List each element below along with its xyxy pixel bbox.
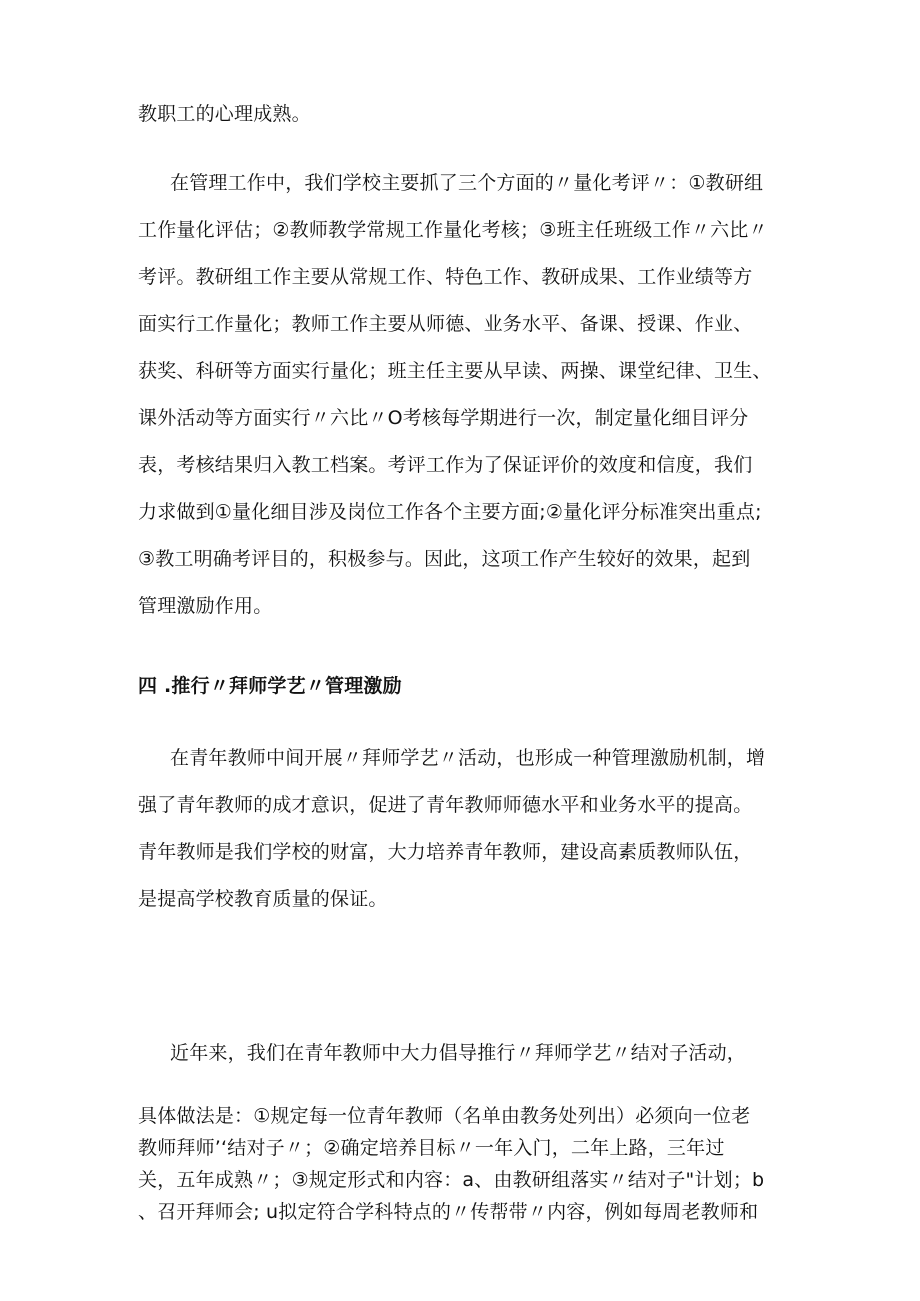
paragraph-line: 力求做到①量化细目涉及岗位工作各个主要方面;②量化评分标准突出重点;	[138, 501, 762, 523]
paragraph-line: 表，考核结果归入教工档案。考评工作为了保证评价的效度和信度，我们	[138, 454, 753, 476]
paragraph-line: 获奖、科研等方面实行量化；班主任主要从早读、两操、课堂纪律、卫生、	[138, 360, 772, 382]
paragraph-line: 在管理工作中，我们学校主要抓了三个方面的〃量化考评〃：①教研组	[170, 172, 764, 194]
paragraph-line: 青年教师是我们学校的财富，大力培养青年教师，建设高素质教师队伍，	[138, 841, 753, 863]
paragraph-line: 强了青年教师的成才意识，促进了青年教师师德水平和业务水平的提高。	[138, 794, 753, 816]
paragraph-line: 是提高学校教育质量的保证。	[138, 888, 388, 910]
paragraph-line: 工作量化评估；②教师教学常规工作量化考核；③班主任班级工作〃六比〃	[138, 219, 768, 241]
paragraph-line: 关，五年成熟〃；③规定形式和内容：a、由教研组落实〃结对子"计划；b	[138, 1169, 765, 1191]
paragraph-line: 管理激励作用。	[138, 595, 273, 617]
paragraph-line: 近年来，我们在青年教师中大力倡导推行〃拜师学艺〃结对子活动，	[170, 1042, 747, 1064]
paragraph-line: 考评。教研组工作主要从常规工作、特色工作、教研成果、工作业绩等方	[138, 266, 753, 288]
paragraph-line: 课外活动等方面实行〃六比〃O考核每学期进行一次，制定量化细目评分	[138, 407, 749, 429]
section-heading: 四 .推行〃拜师学艺〃管理激励	[138, 675, 402, 697]
paragraph-line: 教职工的心理成熟。	[138, 103, 311, 125]
paragraph-line: 面实行工作量化；教师工作主要从师德、业务水平、备课、授课、作业、	[138, 313, 753, 335]
paragraph-line: 教师拜师’‘结对子〃；②确定培养目标〃一年入门，二年上路，三年过	[138, 1137, 725, 1159]
paragraph-line: ③教工明确考评目的，积极参与。因此，这项工作产生较好的效果，起到	[138, 548, 751, 570]
paragraph-line: 在青年教师中间开展〃拜师学艺〃活动，也形成一种管理激励机制，增	[170, 747, 766, 769]
paragraph-line: 具体做法是：①规定每一位青年教师（名单由教务处列出）必须向一位老	[138, 1105, 751, 1127]
paragraph-line: 、召开拜师会; u拟定符合学科特点的〃传帮带〃内容，例如每周老教师和	[138, 1201, 759, 1223]
